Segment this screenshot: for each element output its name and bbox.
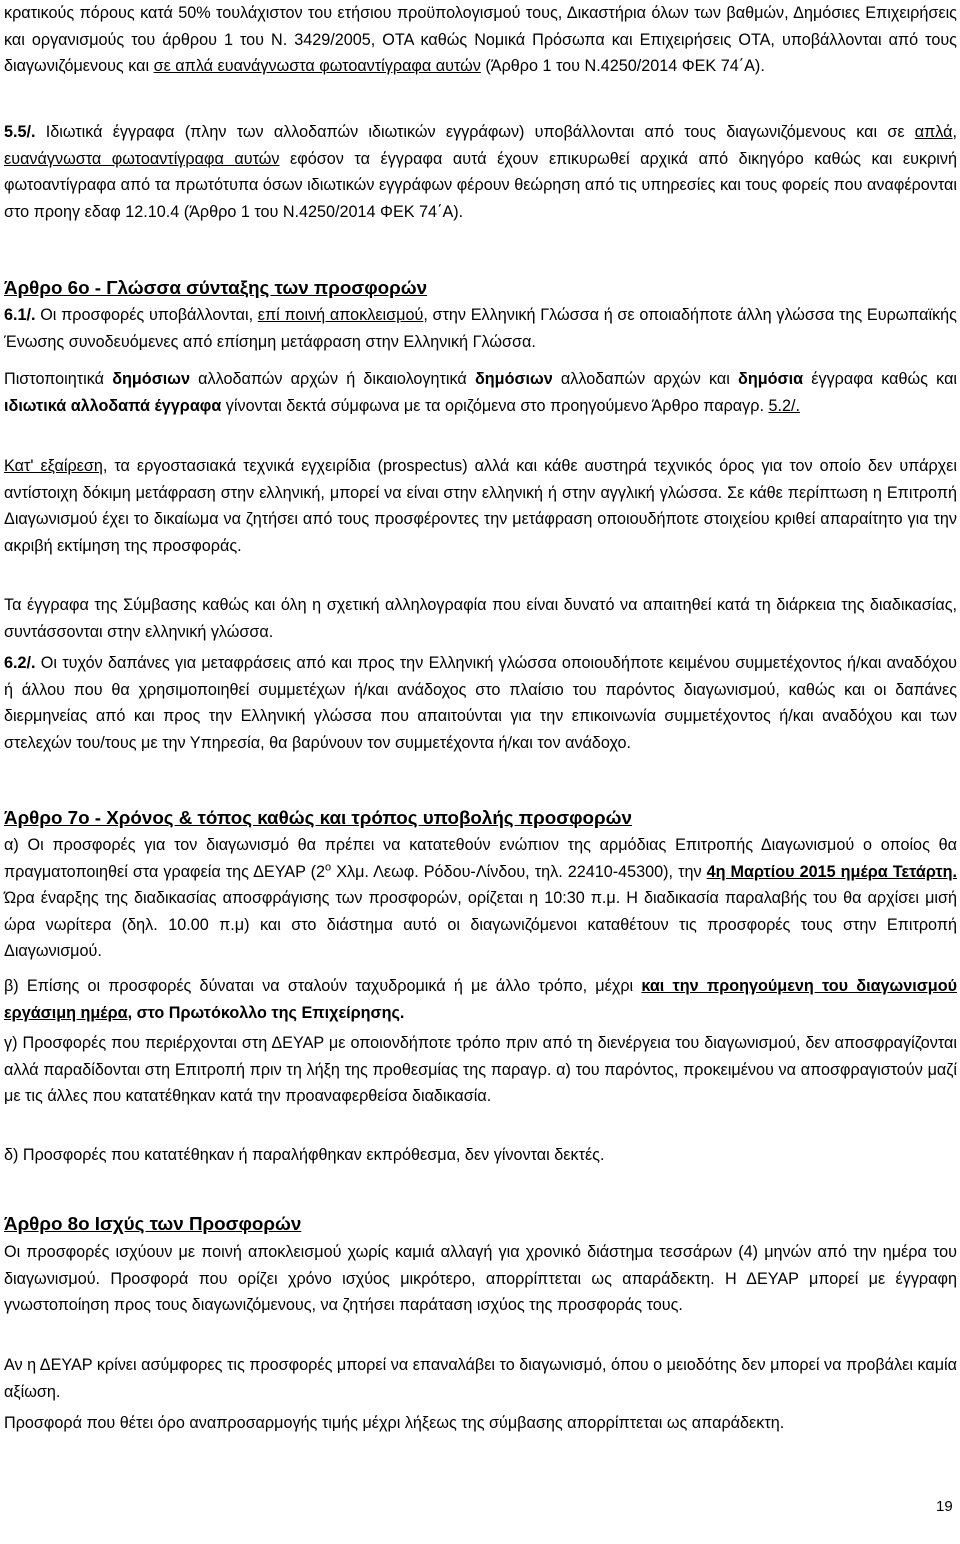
paragraph-6-2: 6.2/. Οι τυχόν δαπάνες για μεταφράσεις από και προς την Ελληνική γλώσσα οποιουδήποτε κειμένου συμμετέχοντος ή/και αναδόχου ή άλλου που θα χρησιμοποιηθεί συμμετέχων ή/και ανάδοχος στο πλαίσιο του παρόντος διαγωνισμού, καθώς και οι δαπάνες διερμηνείας από και προς την Ελληνική γλώσσα που απαιτούνται για την επικοινωνία συμμετέχοντος ή/και αναδόχου και των στελεχών του/τους με την Υπηρεσία, θα βαρύνουν τον συμμετέχοντα ή/και τον ανάδοχο.: [4, 654, 957, 752]
paragraph-6-1: 6.1/. Οι προσφορές υποβάλλονται, επί ποινή αποκλεισμού, στην Ελληνική Γλώσσα ή σε οποιαδήποτε άλλη γλώσσα της Ευρωπαϊκής Ένωσης συνοδευόμενες από επίσημη μετάφραση στην Ελληνική Γλώσσα.: [4, 306, 957, 351]
clause-number: 6.2/.: [4, 654, 36, 672]
document-page: [4, 0, 957, 1544]
heading-article-7: Άρθρο 7ο - Χρόνος & τόπος καθώς και τρόπος υποβολής προσφορών: [4, 807, 632, 828]
paragraph-8-repeat: Αν η ΔΕΥΑΡ κρίνει ασύμφορες τις προσφορές μπορεί να επαναλάβει το διαγωνισμό, όπου ο μειοδότης δεν μπορεί να προβάλει καμία αξίωση.: [4, 1356, 957, 1401]
paragraph-8-adjustment: Προσφορά που θέτει όρο αναπροσαρμογής τιμής μέχρι λήξεως της σύμβασης απορρίπτεται ως απαράδεκτη.: [4, 1414, 785, 1432]
paragraph-7c: γ) Προσφορές που περιέρχονται στη ΔΕΥΑΡ με οποιονδήποτε τρόπο πριν από τη διενέργεια του διαγωνισμού, δεν αποσφραγίζονται αλλά παραδίδονται στη Επιτροπή πριν τη λήξη της προθεσμίας της παραγρ. α) του παρόντος, προκειμένου να αποσφραγιστούν μαζί με τις άλλες που κατατέθηκαν κατά την προαναφερθείσα διαδικασία.: [4, 1034, 957, 1105]
paragraph-7a: α) Οι προσφορές για τον διαγωνισμό θα πρέπει να κατατεθούν ενώπιον της αρμόδιας Επιτροπής Διαγωνισμού ο οποίος θα πραγματοποιηθεί στα γραφεία της ΔΕΥΑΡ ($2^o$ Χλμ. Λεωφ. Ρόδου-Λίνδου, τηλ. 22410-45300), την 4η Μαρτίου 2015 ημέρα Τετάρτη. Ώρα έναρξης της διαδικασίας αποσφράγισης των προσφορών, ορίζεται η 10:30 π.μ. Η διαδικασία παραλαβής του θα αρχίσει μισή ώρα νωρίτερα (δηλ. 10.00 π.μ) και στο διάστημα αυτό οι διαγωνιζόμενοι καταθέτουν τις προσφορές τους στην Επιτροπή Διαγωνισμού.: [4, 836, 958, 960]
clause-number: 5.5/.: [4, 123, 36, 141]
paragraph-8-validity: Οι προσφορές ισχύουν με ποινή αποκλεισμού χωρίς καμιά αλλαγή για χρονικό διάστημα τεσσάρων (4) μηνών από την ημέρα του διαγωνισμού. Προσφορά που ορίζει χρόνο ισχύος μικρότερο, απορρίπτεται ως απαράδεκτη. Η ΔΕΥΑΡ μπορεί με έγγραφη γνωστοποίηση προς τους διαγωνιζόμενους, να ζητήσει παράταση ισχύος της προσφοράς τους.: [4, 1243, 957, 1314]
paragraph-7b: β) Επίσης οι προσφορές δύναται να σταλούν ταχυδρομικά ή με άλλο τρόπο, μέχρι και την προηγούμενη του διαγωνισμού εργάσιμη ημέρα, στο Πρωτόκολλο της Επιχείρησης.: [4, 977, 958, 1022]
paragraph-exception: Κατ' εξαίρεση, τα εργοστασιακά τεχνικά εγχειρίδια (prospectus) αλλά και κάθε αυστηρά τεχνικός όρος για τον οποίο δεν υπάρχει αντίστοιχη δόκιμη μετάφραση στην ελληνική, μπορεί να είναι στην ελληνική ή στην αγγλική γλώσσα. Σε κάθε περίπτωση η Επιτροπή Διαγωνισμού έχει το δικαίωμα να ζητήσει από τους προσφέροντες την μετάφραση οποιουδήποτε στοιχείου κριθεί απαραίτητο για την ακριβή εκτίμηση της προσφοράς.: [4, 457, 957, 555]
paragraph-5-5: 5.5/. Ιδιωτικά έγγραφα (πλην των αλλοδαπών ιδιωτικών εγγράφων) υποβάλλονται από τους διαγωνιζόμενους και σε απλά, ευανάγνωστα φωτοαντίγραφα αυτών εφόσον τα έγγραφα αυτά έχουν επικυρωθεί αρχικά από δικηγόρο καθώς και ευκρινή φωτοαντίγραφα από τα πρωτότυπα όσων ιδιωτικών εγγράφων φέρουν θεώρηση από τις υπηρεσίες και τους φορείς που αναφέρονται στο προηγ εδαφ 12.10.4 (Άρθρο 1 του Ν.4250/2014 ΦΕΚ 74΄Α).: [4, 123, 957, 221]
clause-number: 6.1/.: [4, 306, 36, 324]
paragraph-7d: δ) Προσφορές που κατατέθηκαν ή παραλήφθηκαν εκπρόθεσμα, δεν γίνονται δεκτές.: [4, 1146, 605, 1164]
heading-article-8: Άρθρο 8ο Ισχύς των Προσφορών: [4, 1213, 302, 1234]
paragraph-public-docs: κρατικούς πόρους κατά 50% τουλάχιστον του ετήσιου προϋπολογισμού τους, Δικαστήρια όλων των βαθμών, Δημόσιες Επιχειρήσεις και οργανισμούς του άρθρου 1 του Ν. 3429/2005, ΟΤΑ καθώς Νομικά Πρόσωπα και Επιχειρήσεις ΟΤΑ, υποβάλλονται από τους διαγωνιζόμενους και σε απλά ευανάγνωστα φωτοαντίγραφα αυτών (Άρθρο 1 του Ν.4250/2014 ΦΕΚ 74΄Α).: [4, 4, 957, 75]
page-number: 19: [936, 1498, 953, 1515]
paragraph-certificates: Πιστοποιητικά δημόσιων αλλοδαπών αρχών ή δικαιολογητικά δημόσιων αλλοδαπών αρχών και δημόσια έγγραφα καθώς και ιδιωτικά αλλοδαπά έγγραφα γίνονται δεκτά σύμφωνα με τα οριζόμενα στο προηγούμενο Άρθρο παραγρ. 5.2/.: [4, 370, 958, 415]
heading-article-6: Άρθρο 6ο - Γλώσσα σύνταξης των προσφορών: [4, 277, 428, 298]
paragraph-contract-docs: Τα έγγραφα της Σύμβασης καθώς και όλη η σχετική αλληλογραφία που είναι δυνατό να απαιτηθεί κατά τη διάρκεια της διαδικασίας, συντάσσονται στην ελληνική γλώσσα.: [4, 596, 957, 641]
